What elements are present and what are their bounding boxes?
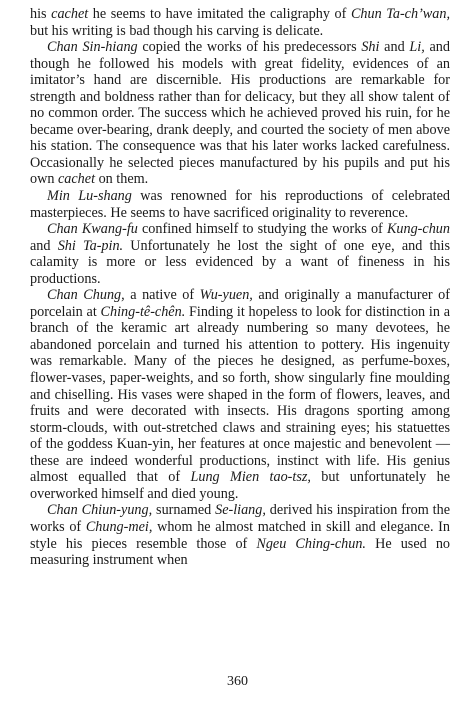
italic-name: Li,	[409, 39, 425, 56]
text-run: his	[30, 6, 52, 22]
italic-name: Min Lu-shang	[47, 188, 132, 205]
paragraph	[30, 6, 450, 39]
italic-name: Chan Chiun-yung,	[47, 502, 153, 519]
text-run: Unfortunately he lost the sight of one eye, and this calamity is more or less evidenced by a want of fineness in his productions.	[30, 237, 450, 287]
text-run: but unfortunately he overworked himself and died young.	[30, 469, 450, 502]
paragraph	[30, 287, 450, 502]
italic-name: cachet	[51, 6, 89, 22]
text-run: a native of	[124, 287, 200, 304]
italic-name: Chan Sin-hiang	[47, 39, 138, 56]
paragraph	[30, 221, 450, 287]
page-body	[30, 6, 450, 569]
text-run: surnamed	[152, 502, 216, 519]
italic-name: Lung Mien tao-tsz,	[190, 469, 311, 486]
text-run: on them.	[95, 171, 149, 188]
text-run: confined himself to studying the works of	[137, 221, 387, 238]
text-run: derived his inspiration from the works of	[30, 502, 451, 535]
text-run: he seems to have imitated the caligraphy of	[88, 6, 351, 22]
text-run: was renowned for his reproductions of celebrated masterpieces. He seems to have sacrificed originality to reverence.	[30, 188, 450, 221]
italic-name: Ngeu Ching-chun.	[256, 535, 366, 552]
paragraph	[30, 188, 450, 221]
paragraph	[30, 39, 450, 188]
text-run: whom he almost matched in skill and elegance. In style his pieces resemble those of	[30, 518, 451, 552]
paragraph	[30, 502, 450, 568]
italic-name: Chan Chung,	[47, 287, 125, 304]
italic-name: Chung-mei,	[85, 518, 153, 535]
text-run: copied the works of his predecessors	[137, 39, 362, 56]
italic-name: Chun Ta-ch’wan,	[350, 6, 450, 22]
italic-name: cachet	[57, 171, 96, 188]
text-run: and originally a manufacturer of porcelain at	[30, 287, 450, 320]
italic-name: Ching-tê-chên.	[100, 303, 186, 320]
italic-name: Shi	[361, 39, 380, 56]
italic-name: Se-liang,	[215, 502, 266, 519]
text-run: He used no measuring instrument when	[30, 535, 451, 569]
italic-name: Chan Kwang-fu	[47, 221, 138, 238]
page-number: 360	[227, 674, 248, 689]
text-run: and	[379, 39, 410, 56]
text-run: but his writing is bad though his carving is delicate.	[30, 22, 324, 39]
italic-name: Shi Ta-pin.	[57, 237, 124, 254]
text-run: and though he followed his models with great fidelity, evidences of an imitator’s hand are discernible. His productions are remarkable for strength and boldness rather than for delicacy, but they all show talent of no common order. The success which he achieved proved his ruin, for he became over-bearing, drank deeply, and courted the society of men above his station. The consequence was that his later works lacked carefulness. Occasionally he selected pieces manufactured by his pupils and put his own	[30, 39, 450, 188]
italic-name: Wu-yuen,	[199, 287, 253, 304]
text-run: Finding it hopeless to look for distinction in a branch of the keramic art already numbering so many devotees, he abandoned porcelain and turned his attention to pottery. His ingenuity was remarkable. Many of the pieces he designed, as perfume-boxes, flower-vases, paper-weights, and so forth, show singularly fine moulding and chiselling. His vases were shaped in the form of flowers, leaves, and fruits and were decorated with insects. His dragons sporting among storm-clouds, with out-stretched claws and straining eyes; his statuettes of the goddess Kuan-yin, her features at once majestic and benevolent — these are indeed wonderful productions, instinct with life. His genius almost equalled that of	[30, 303, 450, 486]
italic-name: Kung-chun	[386, 221, 450, 238]
text-run: and	[30, 237, 58, 254]
